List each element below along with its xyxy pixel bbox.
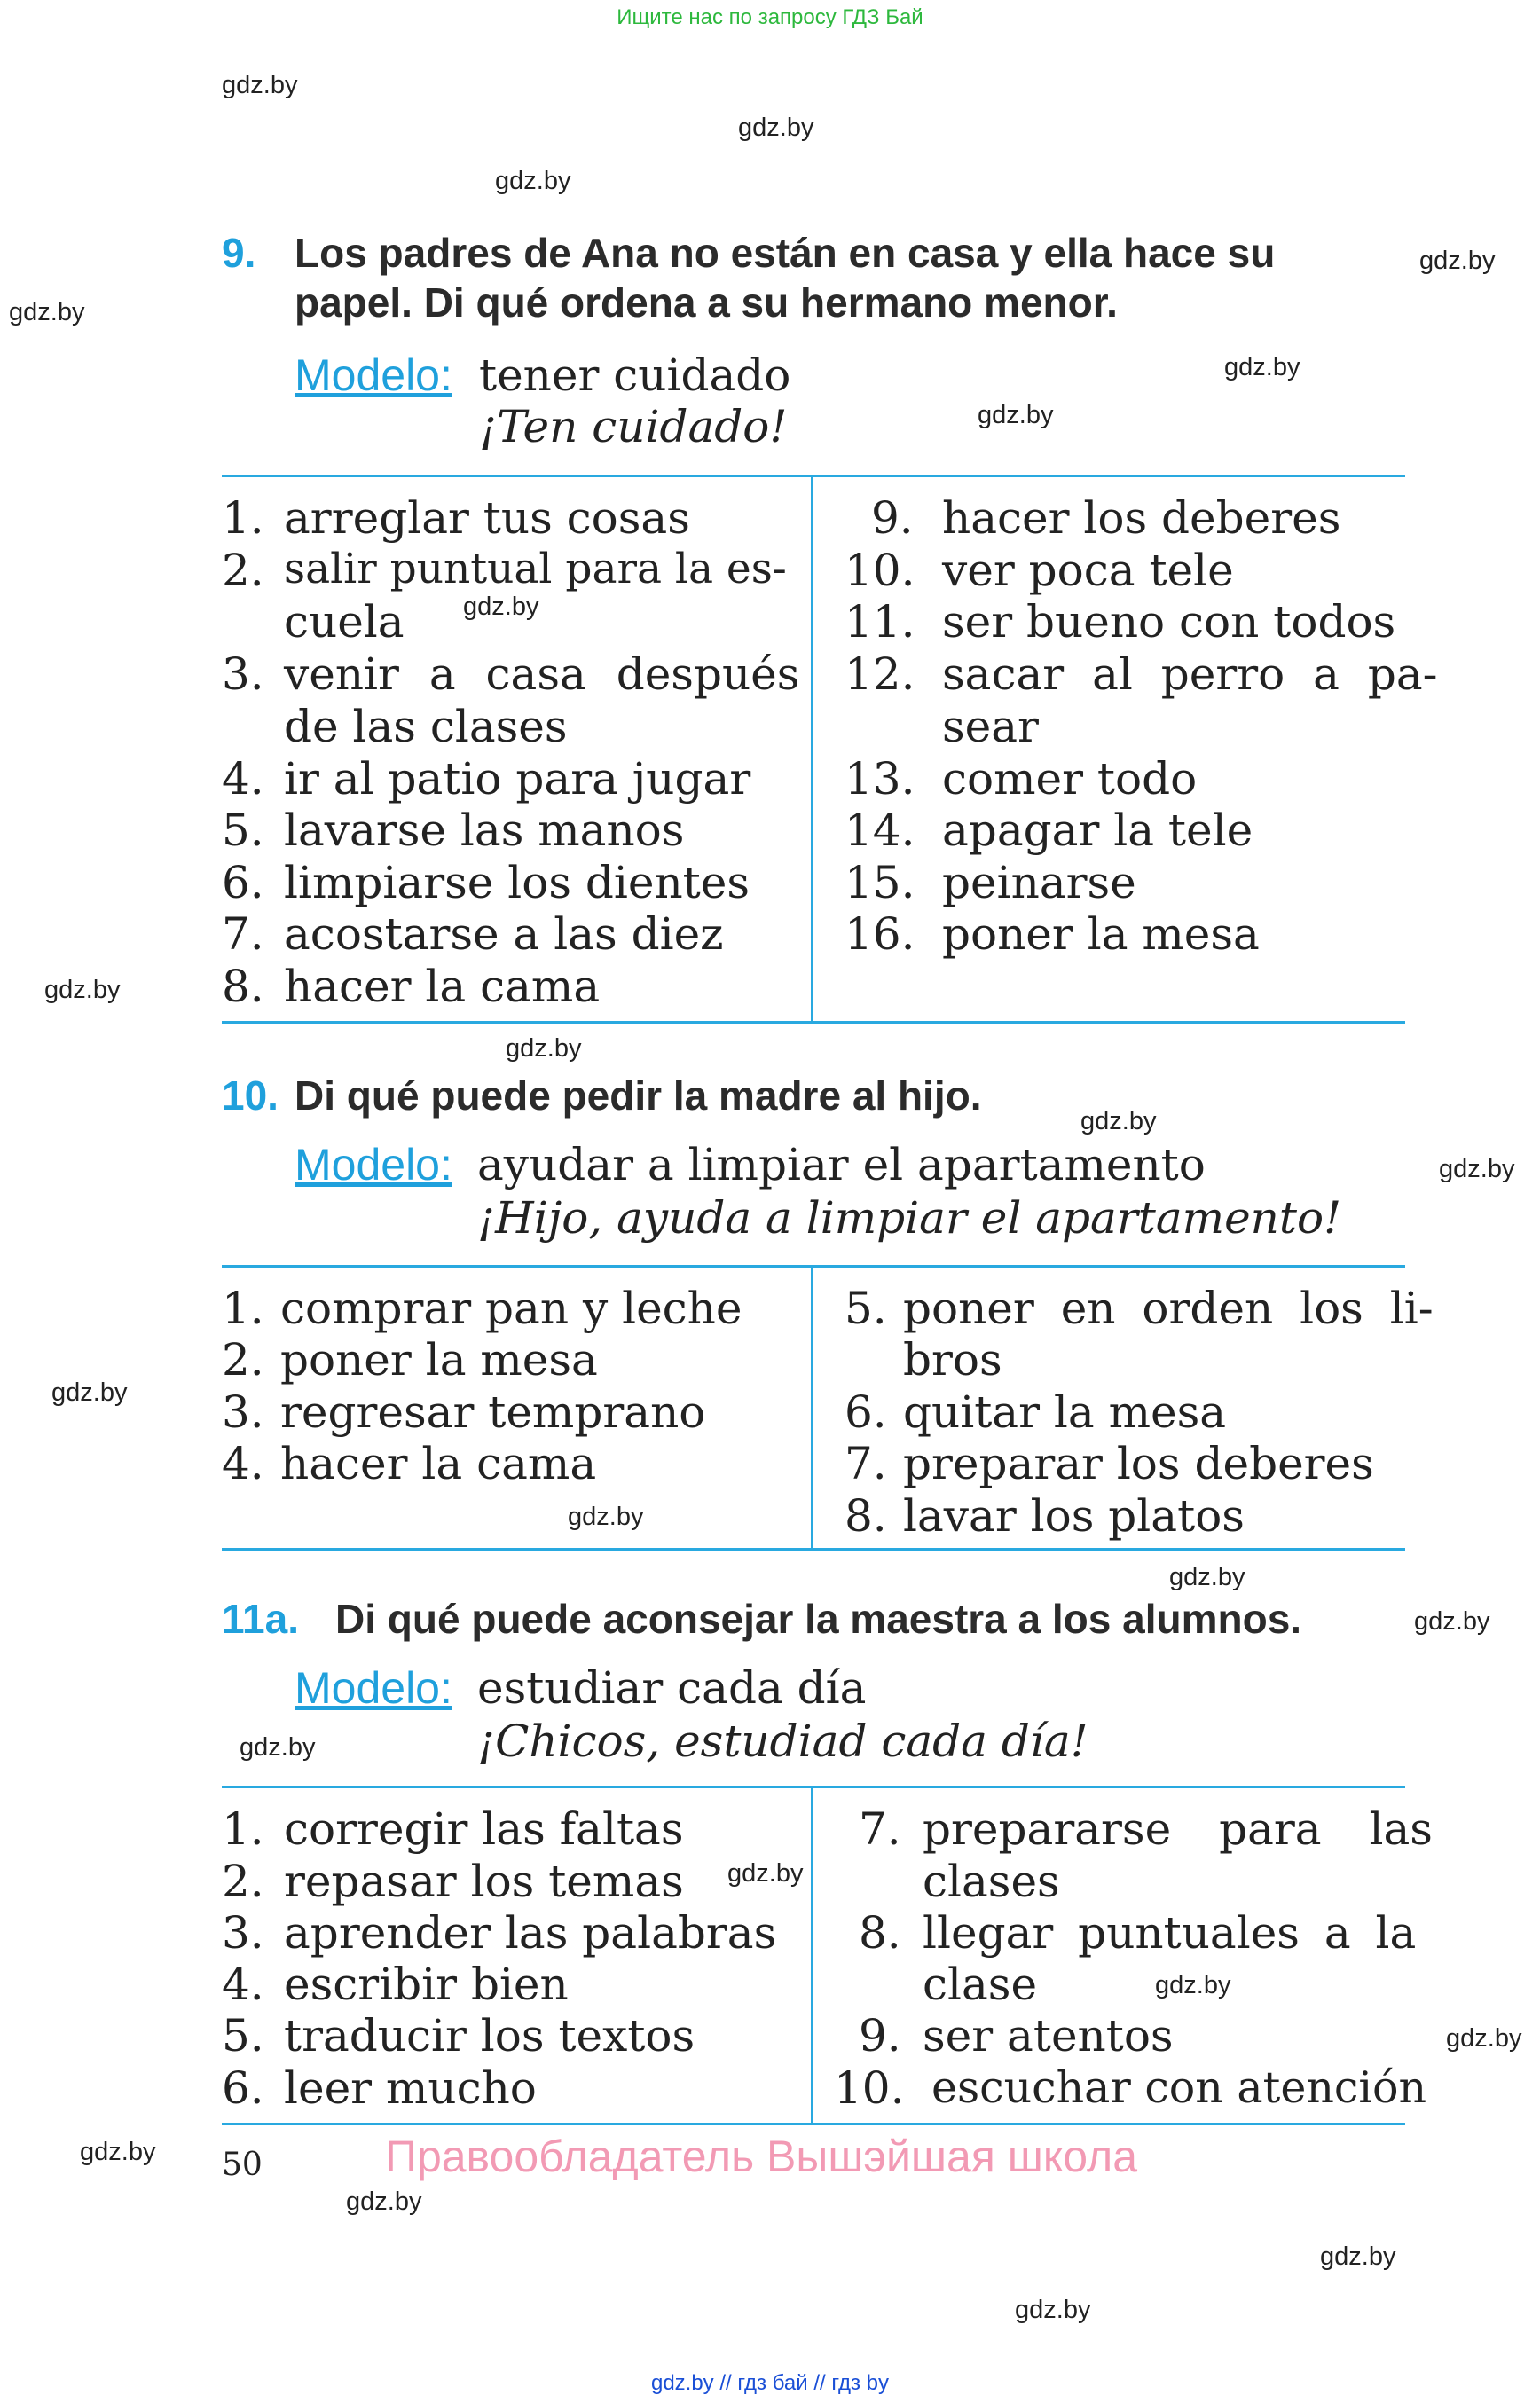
- list-item-text: escuchar con atención: [931, 2062, 1427, 2113]
- list-item-number: 10.: [834, 2062, 905, 2114]
- list-item-number: 16.: [845, 908, 915, 960]
- list-item-number: 2.: [222, 545, 264, 596]
- list-item-number: 3.: [222, 1907, 264, 1959]
- list-item-number: 6.: [222, 2062, 264, 2114]
- list-item-number: 15.: [845, 857, 915, 908]
- watermark: gdz.by: [1414, 1607, 1490, 1636]
- list-item-text: venir a casa después: [284, 648, 800, 700]
- list-item-text: limpiarse los dientes: [284, 857, 750, 908]
- watermark: gdz.by: [1439, 1155, 1515, 1183]
- exercise-number: 10.: [222, 1072, 279, 1119]
- list-item-number: 8.: [845, 1490, 887, 1542]
- list-item-number: 9.: [859, 2010, 901, 2061]
- list-item-number: 7.: [845, 1438, 887, 1489]
- watermark: gdz.by: [1155, 1971, 1231, 1999]
- list-item-text: repasar los temas: [284, 1856, 684, 1907]
- list-item-text: salir puntual para la es-: [284, 545, 787, 593]
- list-item-number: 7.: [222, 908, 264, 960]
- exercise-title: Los padres de Ana no están en casa y ella hace su: [295, 230, 1276, 276]
- copyright-notice: Правообладатель Вышэйшая школа: [385, 2132, 1137, 2181]
- table-top-rule: [222, 475, 1405, 477]
- list-item-text: acostarse a las diez: [284, 908, 724, 960]
- modelo-label: Modelo:: [295, 1663, 452, 1713]
- list-item-text: ver poca tele: [942, 545, 1234, 596]
- watermark: gdz.by: [1080, 1107, 1157, 1135]
- list-item-text: lavar los platos: [903, 1490, 1245, 1542]
- watermark: gdz.by: [346, 2187, 422, 2216]
- list-item-text: sacar al perro a pa-: [942, 648, 1438, 700]
- list-item-text: escribir bien: [284, 1959, 569, 2010]
- top-banner[interactable]: Ищите нас по запросу ГДЗ Бай: [617, 5, 923, 29]
- list-item-text: bros: [903, 1334, 1002, 1386]
- watermark: gdz.by: [727, 1859, 804, 1888]
- list-item-text: leer mucho: [284, 2062, 537, 2114]
- list-item-text: poner la mesa: [280, 1334, 598, 1386]
- list-item-text: llegar puntuales a la: [923, 1907, 1417, 1959]
- watermark: gdz.by: [222, 71, 298, 99]
- watermark: gdz.by: [44, 976, 121, 1004]
- list-item-number: 6.: [222, 857, 264, 908]
- watermark: gdz.by: [1446, 2024, 1522, 2053]
- list-item-text: aprender las palabras: [284, 1907, 777, 1959]
- table-top-rule: [222, 1786, 1405, 1788]
- list-item-number: 5.: [222, 2010, 264, 2061]
- watermark: gdz.by: [738, 114, 814, 142]
- list-item-text: hacer los deberes: [942, 492, 1341, 544]
- list-item-text: hacer la cama: [284, 961, 601, 1012]
- footer-links[interactable]: gdz.by // гдз бай // гдз by: [650, 2371, 890, 2395]
- list-item-text: ir al patio para jugar: [284, 753, 751, 805]
- list-item-text: apagar la tele: [942, 805, 1253, 856]
- list-item-number: 3.: [222, 648, 264, 700]
- column-divider: [811, 1268, 813, 1551]
- list-item-text: arreglar tus cosas: [284, 492, 690, 544]
- watermark: gdz.by: [463, 593, 539, 621]
- list-item-text: traducir los textos: [284, 2010, 695, 2061]
- list-item-number: 8.: [859, 1907, 901, 1959]
- list-item-text: ser bueno con todos: [942, 596, 1396, 648]
- list-item-number: 11.: [845, 596, 915, 648]
- watermark: gdz.by: [1419, 247, 1496, 275]
- exercise-number: 9.: [222, 230, 256, 276]
- table-bottom-rule: [222, 1021, 1405, 1024]
- watermark: gdz.by: [1224, 353, 1300, 381]
- list-item-text: clases: [923, 1856, 1060, 1907]
- list-item-number: 6.: [845, 1386, 887, 1438]
- list-item-text: cuela: [284, 596, 405, 648]
- watermark: gdz.by: [506, 1034, 582, 1063]
- watermark: gdz.by: [80, 2138, 156, 2166]
- list-item-number: 3.: [222, 1386, 264, 1438]
- list-item-number: 10.: [845, 545, 915, 596]
- table-bottom-rule: [222, 2123, 1405, 2125]
- modelo-example: ¡Chicos, estudiad cada día!: [477, 1716, 1088, 1767]
- list-item-text: preparar los deberes: [903, 1438, 1374, 1489]
- list-item-text: poner en orden los li-: [903, 1283, 1434, 1334]
- list-item-text: sear: [942, 701, 1039, 752]
- watermark: gdz.by: [9, 298, 85, 326]
- modelo-example: ¡Ten cuidado!: [479, 401, 788, 452]
- list-item-number: 9.: [871, 492, 914, 544]
- watermark: gdz.by: [568, 1503, 644, 1531]
- table-bottom-rule: [222, 1548, 1405, 1551]
- watermark: gdz.by: [1320, 2242, 1396, 2271]
- list-item-number: 13.: [845, 753, 915, 805]
- watermark: gdz.by: [978, 401, 1054, 429]
- exercise-title: Di qué puede pedir la madre al hijo.: [295, 1072, 982, 1119]
- watermark: gdz.by: [1169, 1563, 1245, 1591]
- list-item-number: 2.: [222, 1856, 264, 1907]
- watermark: gdz.by: [495, 167, 571, 195]
- column-divider: [811, 477, 813, 1024]
- list-item-number: 1.: [222, 492, 264, 544]
- list-item-text: quitar la mesa: [903, 1386, 1227, 1438]
- exercise-number: 11a.: [222, 1596, 299, 1642]
- list-item-number: 4.: [222, 753, 264, 805]
- watermark: gdz.by: [1015, 2296, 1091, 2324]
- watermark: gdz.by: [51, 1378, 128, 1407]
- modelo-label: Modelo:: [295, 350, 452, 400]
- list-item-number: 5.: [845, 1283, 887, 1334]
- list-item-text: prepararse para las: [923, 1803, 1433, 1855]
- list-item-number: 4.: [222, 1959, 264, 2010]
- modelo-verb: estudiar cada día: [477, 1662, 867, 1714]
- list-item-number: 5.: [222, 805, 264, 856]
- list-item-text: peinarse: [942, 857, 1136, 908]
- list-item-text: hacer la cama: [280, 1438, 597, 1489]
- list-item-number: 14.: [845, 805, 915, 856]
- exercise-title: Di qué puede aconsejar la maestra a los alumnos.: [335, 1596, 1302, 1642]
- modelo-verb: ayudar a limpiar el apartamento: [477, 1139, 1206, 1190]
- modelo-verb: tener cuidado: [479, 349, 791, 401]
- watermark: gdz.by: [240, 1733, 316, 1762]
- list-item-text: poner la mesa: [942, 908, 1260, 960]
- page-number: 50: [222, 2147, 263, 2183]
- list-item-text: comprar pan y leche: [280, 1283, 742, 1334]
- modelo-example: ¡Hijo, ayuda a limpiar el apartamento!: [477, 1192, 1342, 1244]
- list-item-number: 8.: [222, 961, 264, 1012]
- list-item-number: 4.: [222, 1438, 264, 1489]
- list-item-text: comer todo: [942, 753, 1198, 805]
- list-item-text: clase: [923, 1959, 1038, 2010]
- exercise-title: papel. Di qué ordena a su hermano menor.: [295, 279, 1118, 326]
- list-item-text: lavarse las manos: [284, 805, 685, 856]
- list-item-number: 7.: [859, 1803, 901, 1855]
- modelo-label: Modelo:: [295, 1140, 452, 1190]
- list-item-number: 1.: [222, 1283, 264, 1334]
- list-item-text: regresar temprano: [280, 1386, 706, 1438]
- list-item-text: corregir las faltas: [284, 1803, 684, 1855]
- list-item-number: 2.: [222, 1334, 264, 1386]
- list-item-number: 12.: [845, 648, 915, 700]
- column-divider: [811, 1788, 813, 2125]
- list-item-number: 1.: [222, 1803, 264, 1855]
- table-top-rule: [222, 1265, 1405, 1268]
- list-item-text: de las clases: [284, 701, 568, 752]
- list-item-text: ser atentos: [923, 2010, 1174, 2061]
